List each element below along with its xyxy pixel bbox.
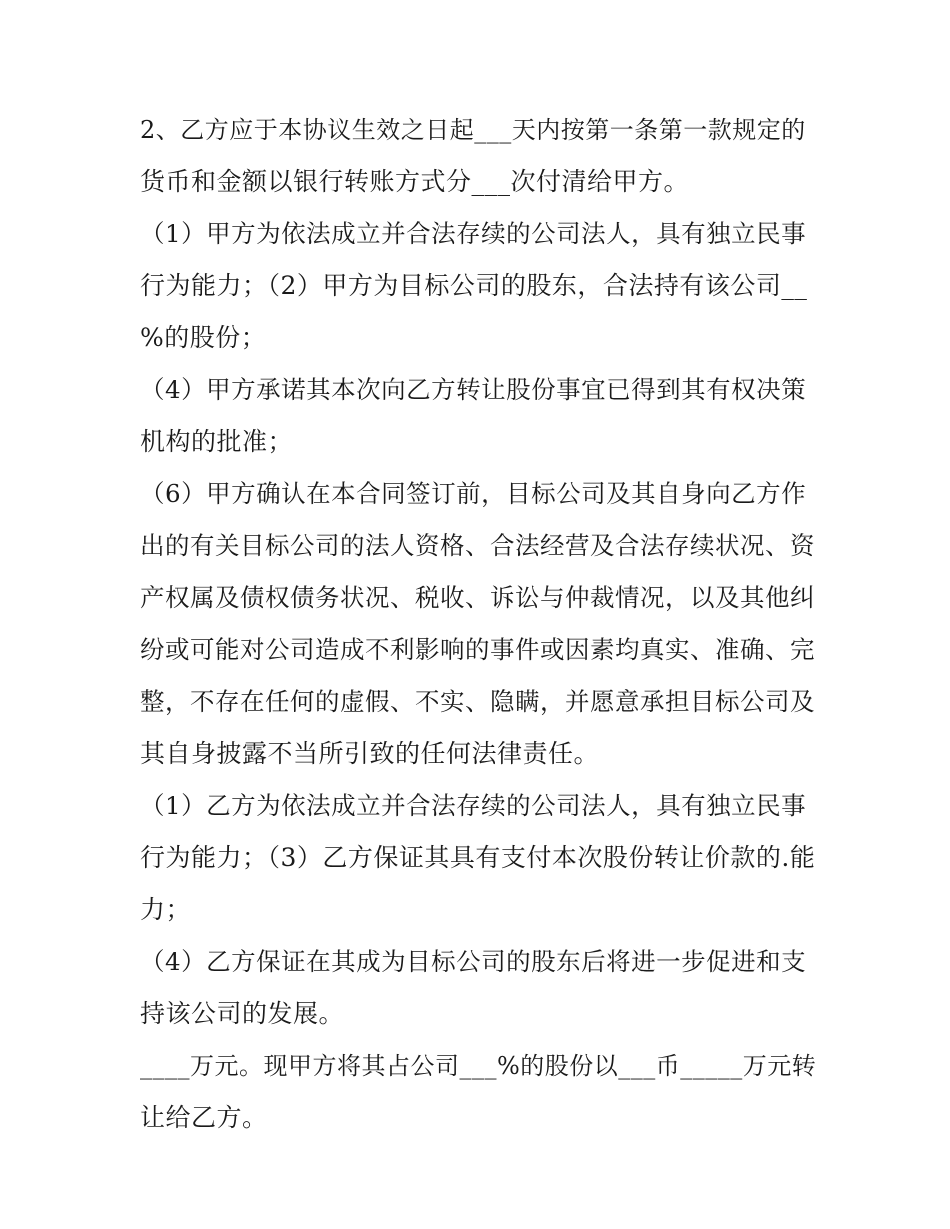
text-line: 2、乙方应于本协议生效之日起___天内按第一条第一款规定的 — [140, 116, 806, 144]
text-line: （4）乙方保证在其成为目标公司的股东后将进一步促进和支 — [140, 947, 807, 976]
text-line: 行为能力；（3）乙方保证其具有支付本次股份转让价款的.能 — [140, 843, 816, 872]
text-line: 其自身披露不当所引致的任何法律责任。 — [140, 739, 600, 768]
text-line: 整，不存在任何的虚假、不实、隐瞒，并愿意承担目标公司及 — [140, 687, 815, 716]
text-line: 产权属及债权债务状况、税收、诉讼与仲裁情况，以及其他纠 — [140, 583, 815, 612]
text-line: 货币和金额以银行转账方式分___次付清给甲方。 — [140, 167, 690, 196]
text-line: 纷或可能对公司造成不利影响的事件或因素均真实、准确、完 — [140, 635, 815, 664]
text-line: %的股份； — [140, 323, 267, 352]
text-line: 机构的批准； — [140, 427, 294, 456]
text-line: 行为能力；（2）甲方为目标公司的股东，合法持有该公司__ — [140, 271, 808, 300]
document-body — [140, 104, 816, 1144]
text-line: 让给乙方。 — [140, 1103, 268, 1132]
text-line: （1）甲方为依法成立并合法存续的公司法人，具有独立民事 — [140, 219, 807, 248]
text-line: 出的有关目标公司的法人资格、合法经营及合法存续状况、资 — [140, 531, 815, 560]
text-line: 持该公司的发展。 — [140, 999, 345, 1028]
text-line: （1）乙方为依法成立并合法存续的公司法人，具有独立民事 — [140, 791, 807, 820]
text-line: ____万元。现甲方将其占公司___%的股份以___币_____万元转 — [140, 1052, 817, 1080]
text-line: （4）甲方承诺其本次向乙方转让股份事宜已得到其有权决策 — [140, 375, 807, 404]
text-line: 力； — [140, 895, 192, 924]
text-line: （6）甲方确认在本合同签订前，目标公司及其自身向乙方作 — [140, 479, 807, 508]
